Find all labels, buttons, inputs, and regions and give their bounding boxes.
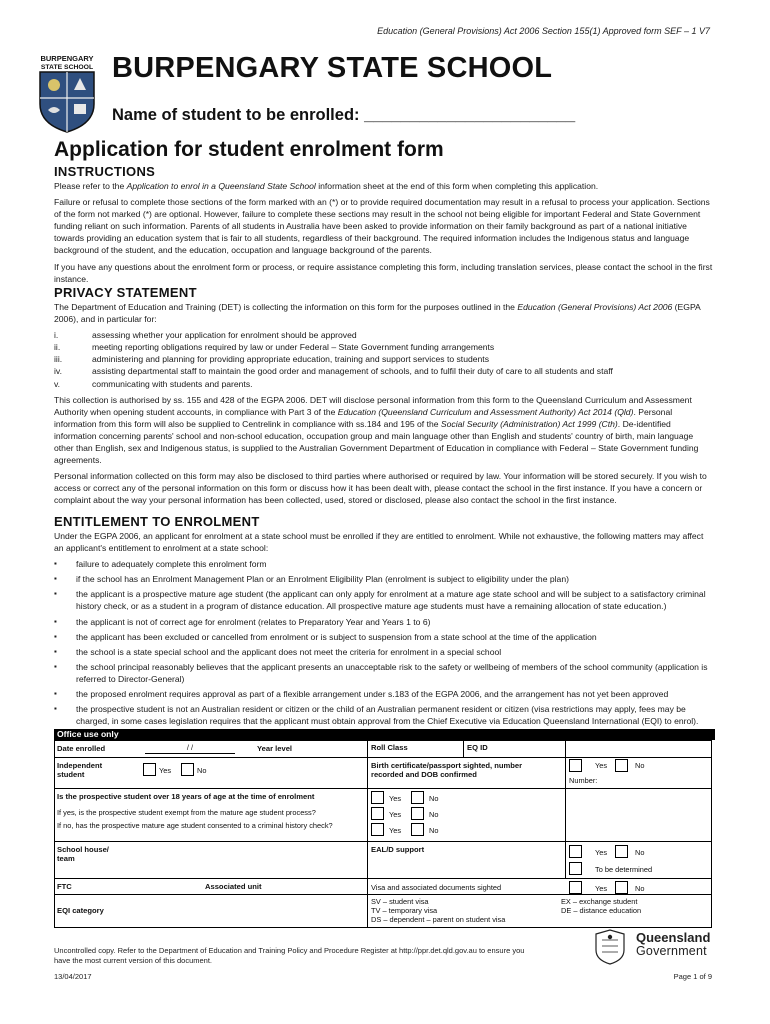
eq-id-label: EQ ID [467,743,488,752]
student-name-field[interactable]: Name of student to be enrolled: _______________________ [112,106,576,124]
instructions-section [54,164,714,289]
yes-label: Yes [159,766,172,775]
list-item: iv. assisting departmental staff to maintain the good order and management of schools, and to fulfil their duty of care to all students and staff [54,366,613,377]
entitlement-list [54,558,714,727]
eqi-category-label: EQI category [57,906,104,915]
independent-no-checkbox[interactable] [181,763,194,776]
associated-unit-label: Associated unit [205,882,262,891]
list-item: v. communicating with students and parents. [54,378,253,389]
mature-age-yes-checkbox[interactable] [371,791,384,804]
privacy-paragraph-2: This collection is authorised by ss. 155 and 428 of the EGPA 2006. DET will disclose personal information from this form to the Queensland Curriculum and Assessment Authority when opening student accounts, in compliance with Part 3 of the Education (Queensland Curriculum and Assessment Authority) Act 2014 (Qld). Personal information from this form will also be supplied to Centrelink in compliance with ss.184 and 195 of the Social Security (Administration) Act 1999 (Cth). De-identified information concerning parents' school and non-school education, occupation group and main language other than English and students' country of birth, main language other than English, sex and Indigenous status, is supplied to the Australian Government Department of Education in compliance with Federal – State Government funding agreements. [54,394,699,466]
privacy-paragraph-3: Personal information collected on this form may also be disclosed to third parties where authorised or required by law. Your information will be stored securely. If you wish to access or correct any of the personal information on this form or discuss how it has been dealt with, please contact the school in the first instance. If you have a concern or complaint about the way your personal information has been collected, used, stored or disclosed, please also contact the school in the first instance. [54,471,707,506]
instructions-paragraph-1: Please refer to the Application to enrol in a Queensland State School information sheet at the end of this form when completing this application. [54,181,599,191]
list-item: ▪ the applicant has been excluded or cancelled from enrolment or is subject to suspension from a state school at the time of the application [54,631,597,642]
date-enrolled-field[interactable]: / / [145,743,235,754]
consent-question: If no, has the prospective mature age student consented to a criminal history check? [57,821,333,830]
visa-docs-label: Visa and associated documents sighted [371,883,502,892]
independent-student-label: Independent student [57,761,103,779]
school-crest-logo [34,52,100,134]
queensland-wordmark: Queensland [636,930,711,945]
svg-text:STATE SCHOOL: STATE SCHOOL [40,64,94,71]
independent-yes-checkbox[interactable] [143,763,156,776]
no-label: No [429,826,439,835]
yes-label: Yes [595,761,608,770]
yes-label: Yes [595,884,608,893]
list-item: ▪ the applicant is not of correct age for enrolment (relates to Preparatory Year and Years 1 to 6) [54,616,431,627]
to-be-determined-label: To be determined [595,865,653,874]
exempt-no-checkbox[interactable] [411,807,424,820]
no-label: No [429,794,439,803]
no-label: No [429,810,439,819]
school-name: BURPENGARY STATE SCHOOL [112,52,553,84]
exempt-yes-checkbox[interactable] [371,807,384,820]
date-enrolled-label: Date enrolled [57,744,106,753]
consent-no-checkbox[interactable] [411,823,424,836]
page-number: Page 1 of 9 [673,972,712,981]
approved-form-reference: Education (General Provisions) Act 2006 Section 155(1) Approved form SEF – 1 V7 [377,26,710,36]
birth-cert-label: Birth certificate/passport sighted, number recorded and DOB confirmed [371,761,523,779]
entitlement-heading: ENTITLEMENT TO ENROLMENT [54,514,260,529]
list-item: ▪ the proposed enrolment requires approval as part of a flexible arrangement under s.183 of the EGPA 2006, and the arrangement has not yet been approved [54,689,669,700]
svg-text:BURPENGARY: BURPENGARY [40,54,94,63]
list-item: ▪ the school is a state special school and the applicant does not meet the criteria for enrolment in a special school [54,646,502,657]
visa-yes-checkbox[interactable] [569,881,582,894]
list-item: ▪ the prospective student is not an Australian resident or citizen or the child of an Australian permanent resident or citizen (visa restrictions may apply, fees may be charged, in some cases legislation requires that the applicant must obtain approval from the Chief Executive via Education Queensland International (EQI) to enrol). [54,704,699,727]
yes-label: Yes [595,848,608,857]
no-label: No [197,766,207,775]
entitlement-section [54,514,714,730]
eald-yes-checkbox[interactable] [569,845,582,858]
number-label: Number: [569,776,598,785]
uncontrolled-copy-notice: Uncontrolled copy. Refer to the Department of Education and Training Policy and Procedure Register at http://ppr.det.qld.gov.au to ensure you have the most current version of this document. [54,946,525,965]
yes-label: Yes [389,794,402,803]
eald-tbd-checkbox[interactable] [569,862,582,875]
instructions-paragraph-3: If you have any questions about the enrolment form or process, or require assistance completing this form, including translation services, please contact the school in the first instance. [54,261,713,284]
eqi-codes-right: EX – exchange student DE – distance education [561,897,642,915]
exempt-question: If yes, is the prospective student exempt from the mature age student process? [57,808,316,817]
birth-cert-no-checkbox[interactable] [615,759,628,772]
privacy-purpose-list [54,329,714,389]
instructions-paragraph-2: Failure or refusal to complete those sections of the form marked with an (*) or to provide required documentation may result in a refusal to process your application. Sections of the form not marked (*) are optional. However, failure to complete these sections may result in the school not being eligible for important Federal and State Government funding reliant on such information. Parents of all students in Australia have been asked to provide information on their family background as part of a national initiative towards providing an education system that is fair to all students, regardless of their background. The required information includes the Indigenous status and language background of the student, and the education, occupation and language background of the parents. [54,197,710,256]
eqi-codes-left: SV – student visa TV – temporary visa DS – dependent – parent on student visa [371,897,506,924]
privacy-intro: The Department of Education and Training (DET) is collecting the information on this form for the purposes outlined in the Education (General Provisions) Act 2006 (EGPA 2006), and in particular for: [54,302,701,325]
list-item: ▪ if the school has an Enrolment Management Plan or an Enrolment Eligibility Plan (enrolment is subject to eligibility under the plan) [54,574,569,585]
entitlement-intro: Under the EGPA 2006, an applicant for enrolment at a state school must be enrolled if they are entitled to enrolment. While not exhaustive, the following matters may affect an applicant's entitlement to enrolment at a state school: [54,531,704,554]
list-item: ▪ the applicant is a prospective mature age student (the applicant can only apply for enrolment at a mature age state school and will be subject to a satisfactory criminal history check, or as a student in a program of distance education. All prospective mature age students must have a remaining allocation of state education.) [54,589,706,612]
list-item: ii. meeting reporting obligations required by law or under Federal – State Government funding arrangements [54,342,495,353]
visa-no-checkbox[interactable] [615,881,628,894]
year-level-label: Year level [257,744,293,753]
no-label: No [635,761,645,770]
no-label: No [635,884,645,893]
school-house-label: School house/ team [57,845,109,863]
yes-label: Yes [389,826,402,835]
eald-support-label: EAL/D support [371,845,425,854]
consent-yes-checkbox[interactable] [371,823,384,836]
footer-date: 13/04/2017 [54,972,92,981]
list-item: i. assessing whether your application for enrolment should be approved [54,330,357,341]
government-wordmark: Government [636,944,707,958]
instructions-heading: INSTRUCTIONS [54,164,156,179]
list-item: ▪ failure to adequately complete this enrolment form [54,559,267,570]
roll-class-label: Roll Class [371,743,408,752]
queensland-crest-icon [590,928,630,966]
no-label: No [635,848,645,857]
privacy-heading: PRIVACY STATEMENT [54,285,197,300]
mature-age-question: Is the prospective student over 18 years of age at the time of enrolment [57,792,315,801]
yes-label: Yes [389,810,402,819]
mature-age-no-checkbox[interactable] [411,791,424,804]
list-item: ▪ the school principal reasonably believes that the applicant presents an unacceptable risk to the safety or wellbeing of members of the school community (application is referred to Director-General) [54,661,708,684]
office-use-heading: Office use only [54,729,715,740]
ftc-label: FTC [57,882,72,891]
privacy-section [54,285,714,511]
form-title: Application for student enrolment form [54,138,444,161]
list-item: iii. administering and planning for providing appropriate education, training and support services to students [54,354,489,365]
eald-no-checkbox[interactable] [615,845,628,858]
office-use-table [54,740,712,928]
birth-cert-yes-checkbox[interactable] [569,759,582,772]
